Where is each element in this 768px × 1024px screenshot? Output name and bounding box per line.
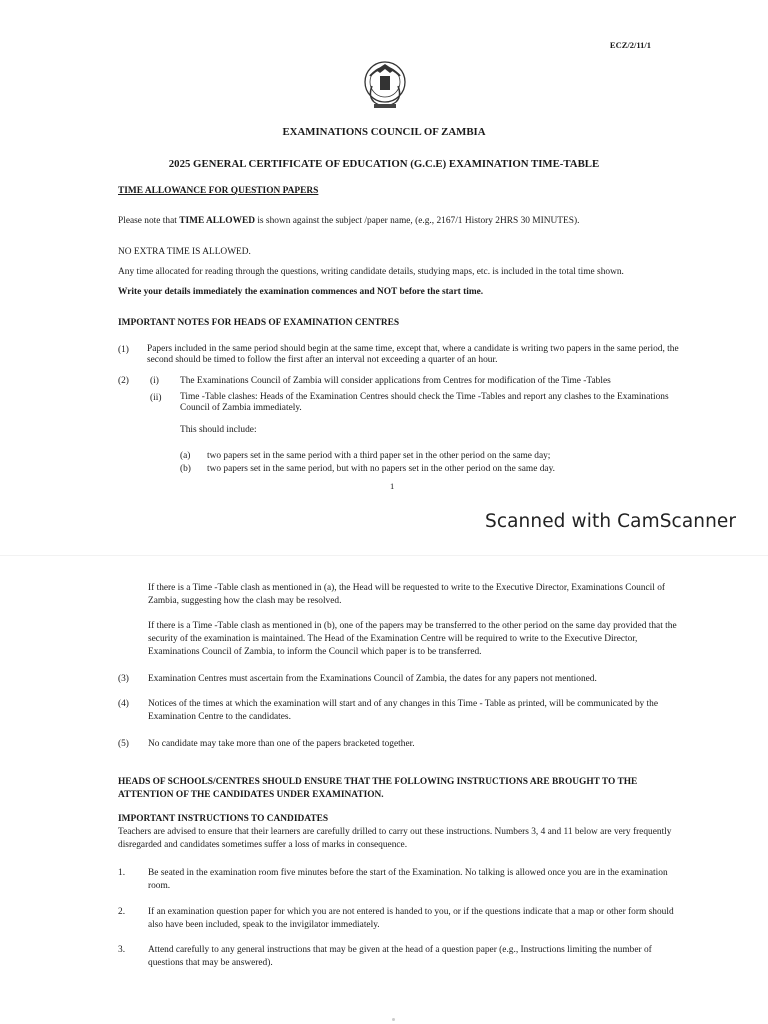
subnote-text: The Examinations Council of Zambia will consider applications from Centres for modification of the Time -Tables (180, 376, 611, 386)
item-text: two papers set in the same period, but with no papers set in the other period on the same day. (207, 464, 556, 474)
page-number: 1 (390, 481, 395, 491)
page-divider (0, 555, 768, 556)
instructions-intro: Teachers are advised to ensure that their learners are carefully drilled to carry out these instructions. Numbers 3, 4 and 11 below are very frequently disregarded and candidates sometimes suffer a loss of marks in consequence. (118, 827, 672, 851)
clash-a-paragraph: If there is a Time -Table clash as mentioned in (a), the Head will be requested to write to the Executive Director, Examinations Council of Zambia, suggesting how the clash may be resolved. (148, 583, 666, 607)
time-allowance-heading: TIME ALLOWANCE FOR QUESTION PAPERS (118, 186, 319, 196)
item-text: two papers set in the same period with a third paper set in the other period on the same day; (207, 451, 551, 461)
instruction-number: 2. (118, 907, 126, 917)
organisation-title: EXAMINATIONS COUNCIL OF ZAMBIA (282, 126, 486, 138)
scan-speck (392, 1018, 395, 1021)
write-details-notice: Write your details immediately the examination commences and NOT before the start time. (118, 287, 484, 297)
coat-of-arms-emblem (360, 56, 410, 118)
instruction-text: Be seated in the examination room five minutes before the start of the Examination. No talking is allowed once you are in the examination room. (148, 868, 668, 892)
subnote-number: (i) (150, 376, 159, 386)
candidate-instructions-heading: IMPORTANT INSTRUCTIONS TO CANDIDATES (118, 814, 329, 824)
note-text: Notices of the times at which the examination will start and of any changes in this Time - Table as printed, will be communicated by the Examination Centre to the candidates. (148, 699, 658, 723)
time-allocation-note: Any time allocated for reading through the questions, writing candidate details, studying maps, etc. is included in the total time shown. (118, 267, 624, 277)
note-text: Papers included in the same period should begin at the same time, except that, where a candidate is writing two papers in the same period, the second should be timed to follow the first after an interval not exceeding a quarter of an hour. (147, 344, 679, 366)
item-letter: (a) (180, 451, 191, 461)
clash-b-paragraph: If there is a Time -Table clash as mentioned in (b), one of the papers may be transferred to the other period on the same day provided that the security of the examination is maintained. The Head of the Examination Centre will be required to write to the Executive Director, Examinations Council of Zambia, to inform the Council which paper is to be transferred. (148, 621, 677, 658)
heads-instructions-heading: HEADS OF SCHOOLS/CENTRES SHOULD ENSURE THAT THE FOLLOWING INSTRUCTIONS ARE BROUGHT TO THE ATTENTION OF THE CANDIDATES UNDER EXAMINATION. (118, 777, 638, 801)
document-title: 2025 GENERAL CERTIFICATE OF EDUCATION (G.C.E) EXAMINATION TIME-TABLE (168, 158, 600, 170)
note-number: (3) (118, 674, 129, 684)
instruction-text: If an examination question paper for which you are not entered is handed to you, or if the questions indicate that a map or other form should also have been included, speak to the invigilator immediately. (148, 907, 674, 931)
no-extra-time-notice: NO EXTRA TIME IS ALLOWED. (118, 247, 251, 257)
time-allowed-note: Please note that TIME ALLOWED is shown against the subject /paper name, (e.g., 2167/1 History 2HRS 30 MINUTES). (118, 216, 580, 226)
scanner-watermark: Scanned with CamScanner (485, 511, 737, 532)
heads-notes-heading: IMPORTANT NOTES FOR HEADS OF EXAMINATION CENTRES (118, 318, 400, 328)
instruction-number: 3. (118, 945, 126, 955)
instruction-number: 1. (118, 868, 126, 878)
should-include-label: This should include: (180, 425, 257, 435)
instruction-text: Attend carefully to any general instructions that may be given at the head of a question paper (e.g., Instructions limiting the number of questions that may be answered). (148, 945, 652, 969)
document-reference: ECZ/2/11/1 (609, 40, 651, 50)
subnote-number: (ii) (150, 393, 162, 403)
note-number: (5) (118, 739, 129, 749)
note-number: (1) (118, 345, 129, 355)
note-text: No candidate may take more than one of the papers bracketed together. (148, 739, 415, 749)
note-text: Examination Centres must ascertain from the Examinations Council of Zambia, the dates for any papers not mentioned. (148, 674, 597, 684)
note-number: (4) (118, 699, 129, 709)
subnote-text: Time -Table clashes: Heads of the Examination Centres should check the Time -Tables and report any clashes to the Examinations Council of Zambia immediately. (180, 392, 669, 414)
item-letter: (b) (180, 464, 191, 474)
note-number: (2) (118, 376, 129, 386)
